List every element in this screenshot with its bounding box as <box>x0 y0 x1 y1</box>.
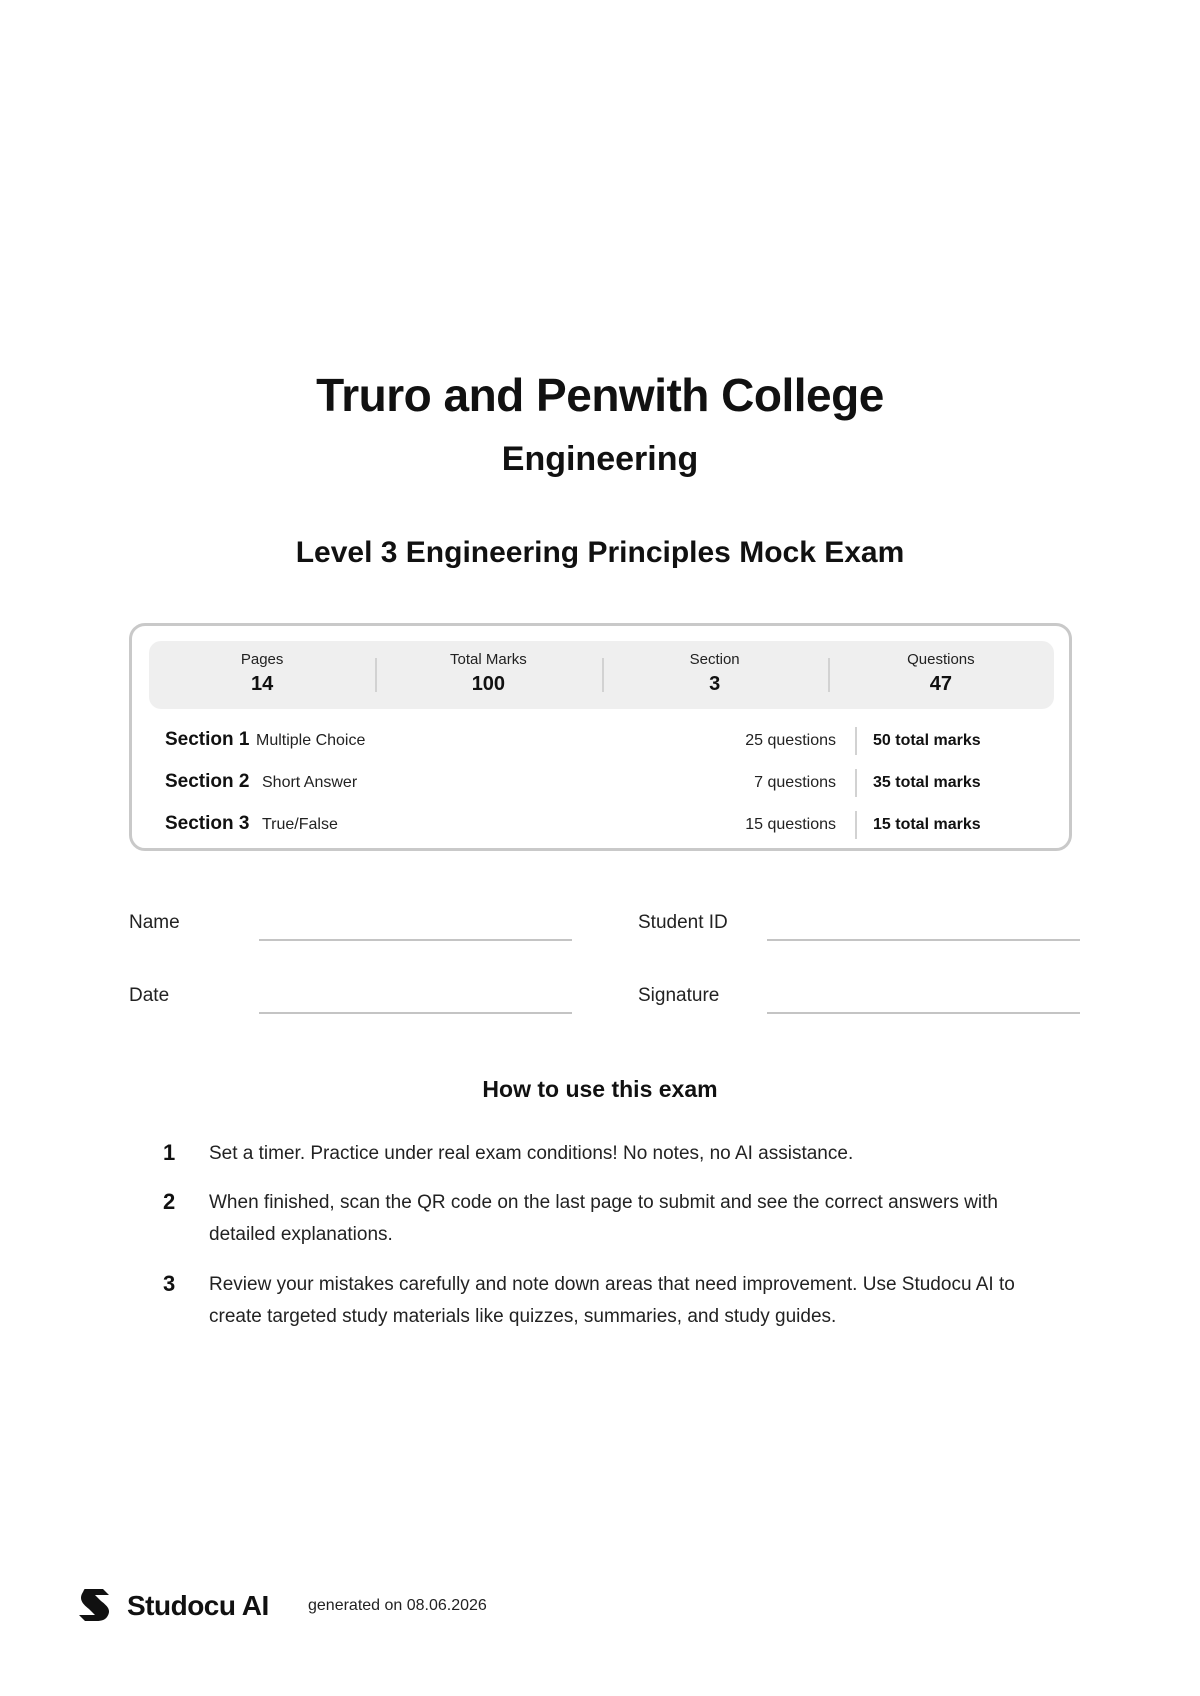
signature-label: Signature <box>638 985 720 1006</box>
exam-summary-card <box>129 623 1072 851</box>
section-name: Section 1 <box>165 729 250 750</box>
section-question-count: 25 questions <box>745 732 836 749</box>
name-field[interactable] <box>259 939 572 941</box>
stat-value: 14 <box>251 673 274 695</box>
date-label: Date <box>129 985 170 1006</box>
step-text: Set a timer. Practice under real exam conditions! No notes, no AI assistance. <box>209 1143 854 1164</box>
section-marks: 50 total marks <box>873 732 981 749</box>
section-row-1 <box>165 726 1045 756</box>
department-name: Engineering <box>501 440 699 478</box>
section-type: Multiple Choice <box>256 732 366 749</box>
section-question-count: 7 questions <box>754 774 836 791</box>
stat-label: Section <box>689 651 740 668</box>
step-number: 2 <box>163 1189 176 1214</box>
college-name: Truro and Penwith College <box>316 369 884 421</box>
stat-value: 3 <box>709 673 721 695</box>
section-type: Short Answer <box>262 774 358 791</box>
student-id-label: Student ID <box>638 912 728 933</box>
howto-title: How to use this exam <box>482 1076 718 1102</box>
section-question-count: 15 questions <box>745 816 836 833</box>
stat-label: Total Marks <box>450 651 527 668</box>
section-marks: 15 total marks <box>873 816 981 833</box>
stat-questions <box>828 641 1054 709</box>
studocu-logo-icon <box>79 1586 115 1622</box>
section-divider <box>855 769 857 797</box>
section-name: Section 2 <box>165 771 250 792</box>
step-number: 3 <box>163 1271 176 1296</box>
student-id-field[interactable] <box>767 939 1080 941</box>
step-number: 1 <box>163 1140 176 1165</box>
section-divider <box>855 727 857 755</box>
stat-value: 47 <box>929 673 952 695</box>
stats-bar <box>149 641 1054 709</box>
footer-brand: Studocu AI <box>127 1590 269 1621</box>
stat-value: 100 <box>471 673 506 695</box>
stat-sections <box>602 641 828 709</box>
step-text: When finished, scan the QR code on the last page to submit and see the correct answers with detailed explanations. <box>209 1192 998 1245</box>
stat-label: Pages <box>240 651 284 668</box>
stat-pages <box>149 641 375 709</box>
generated-date: generated on 08.06.2026 <box>308 1597 487 1614</box>
section-name: Section 3 <box>165 813 250 834</box>
section-row-3 <box>165 810 1045 840</box>
section-divider <box>855 811 857 839</box>
name-label: Name <box>129 912 180 933</box>
signature-field[interactable] <box>767 1012 1080 1014</box>
section-marks: 35 total marks <box>873 774 981 791</box>
date-field[interactable] <box>259 1012 572 1014</box>
section-type: True/False <box>262 816 338 833</box>
stat-total-marks <box>375 641 601 709</box>
step-text: Review your mistakes carefully and note down areas that need improvement. Use Studocu AI to create targeted study materials like quizzes, summaries, and study guides. <box>209 1274 1015 1327</box>
section-row-2 <box>165 768 1045 798</box>
stat-label: Questions <box>907 651 975 668</box>
exam-title: Level 3 Engineering Principles Mock Exam <box>295 536 905 569</box>
